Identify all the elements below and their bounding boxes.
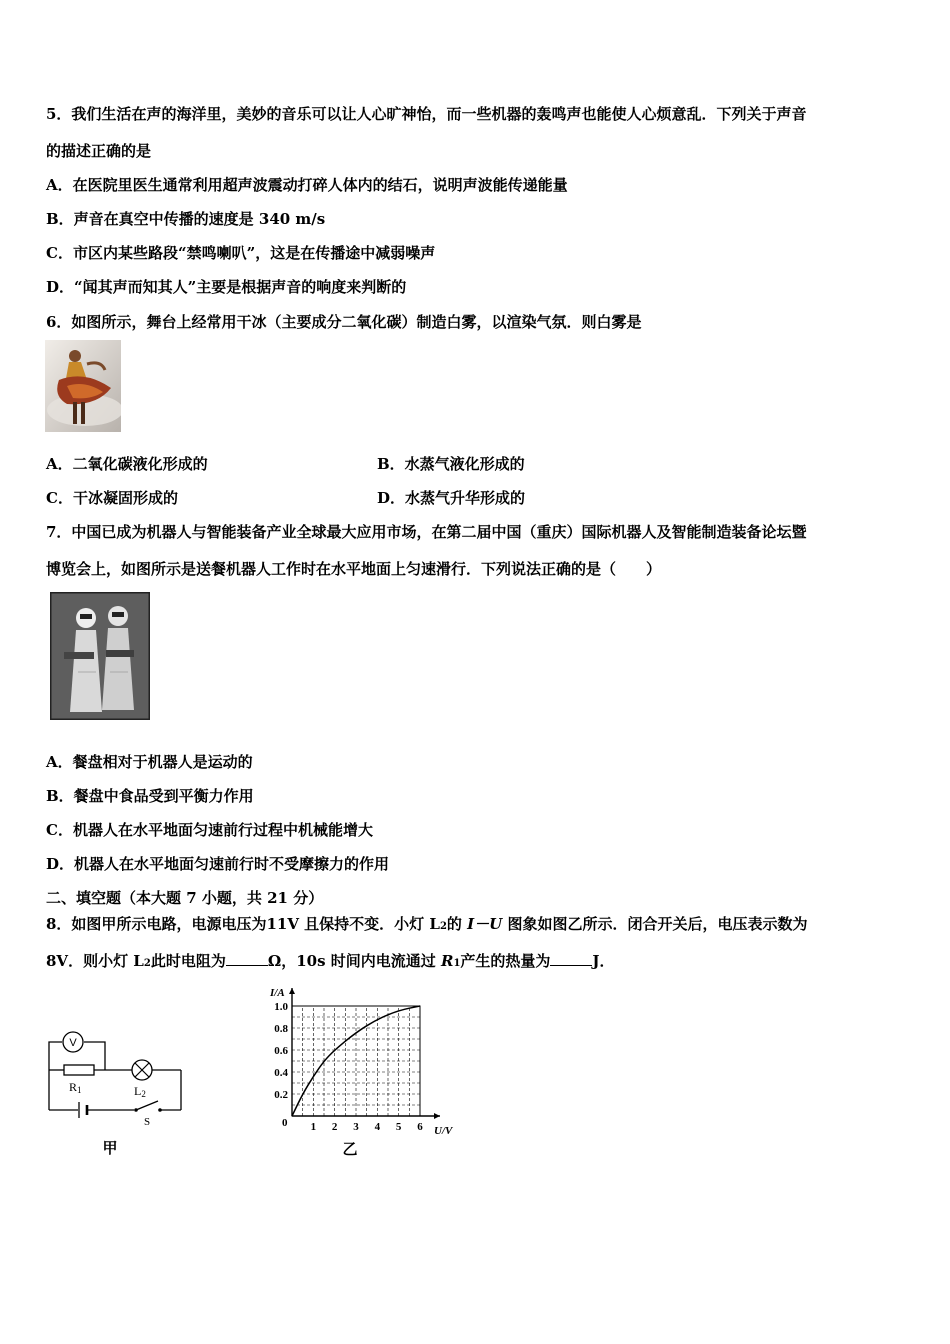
switch-icon <box>134 1101 162 1112</box>
circuit-diagram <box>40 1025 190 1160</box>
q5-option-c[interactable]: C．市区内某些路段“禁鸣喇叭”，这是在传播途中减弱噪声 <box>46 244 436 262</box>
r1-label: R1 <box>69 1080 82 1095</box>
origin-label: 0 <box>282 1117 288 1129</box>
chart-caption: 乙 <box>342 1140 358 1158</box>
section-2-heading: 二、填空题（本大题 7 小题，共 21 分） <box>46 889 324 907</box>
q5-option-b[interactable]: B．声音在真空中传播的速度是 340 m/s <box>46 210 326 228</box>
voltmeter-label: V <box>69 1037 77 1049</box>
q7-option-d[interactable]: D．机器人在水平地面匀速前行时不受摩擦力的作用 <box>46 855 390 873</box>
q5-stem-line2: 的描述正确的是 <box>46 142 152 160</box>
q6-option-d[interactable]: D．水蒸气升华形成的 <box>377 489 526 507</box>
q6-option-b[interactable]: B．水蒸气液化形成的 <box>377 455 525 473</box>
y-axis-arrow-icon <box>289 988 295 994</box>
answer-blank-resistance[interactable] <box>226 951 268 966</box>
l2-label: L2 <box>134 1084 146 1099</box>
x-tick-label: 1 <box>310 1121 317 1133</box>
q5-option-d[interactable]: D．“闻其声而知其人”主要是根据声音的响度来判断的 <box>46 278 407 296</box>
q7-stem-line2: 博览会上，如图所示是送餐机器人工作时在水平地面上匀速滑行．下列说法正确的是（ ） <box>46 560 662 578</box>
resistor-r1-icon <box>64 1065 94 1075</box>
q6-option-c[interactable]: C．干冰凝固形成的 <box>46 489 178 507</box>
stage-fog-photo <box>45 340 121 432</box>
robot-waiter-photo <box>50 592 150 720</box>
y-tick-label: 0.6 <box>274 1045 288 1057</box>
q7-stem-line1: 7．中国已成为机器人与智能装备产业全球最大应用市场，在第二届中国（重庆）国际机器人及智能制造装备论坛暨 <box>46 523 807 541</box>
q7-option-c[interactable]: C．机器人在水平地面匀速前行过程中机械能增大 <box>46 821 373 839</box>
battery-icon <box>79 1102 87 1118</box>
q8-stem-line1: 8．如图甲所示电路，电源电压为11V 且保持不变．小灯 L2的 I－U 图象如图乙所示．闭合开关后，电压表示数为 <box>46 915 808 933</box>
x-axis-arrow-icon <box>434 1113 440 1119</box>
x-tick-label: 6 <box>417 1121 423 1133</box>
y-tick-label: 1.0 <box>274 1001 288 1013</box>
q7-option-b[interactable]: B．餐盘中食品受到平衡力作用 <box>46 787 254 805</box>
switch-label: S <box>144 1116 151 1128</box>
answer-blank-heat[interactable] <box>550 951 592 966</box>
q6-stem: 6．如图所示，舞台上经常用干冰（主要成分二氧化碳）制造白雾，以渲染气氛．则白雾是 <box>46 313 642 331</box>
q5-stem-line1: 5．我们生活在声的海洋里，美妙的音乐可以让人心旷神怡，而一些机器的轰鸣声也能使人心烦意乱．下列关于声音 <box>46 105 807 123</box>
x-axis-label: U/V <box>434 1125 453 1137</box>
x-tick-label: 2 <box>331 1121 338 1133</box>
y-tick-label: 0.2 <box>274 1089 288 1101</box>
x-tick-label: 4 <box>374 1121 381 1133</box>
y-axis-label: I/A <box>270 987 285 999</box>
q7-option-a[interactable]: A．餐盘相对于机器人是运动的 <box>46 753 253 771</box>
q5-option-a[interactable]: A．在医院里医生通常利用超声波震动打碎人体内的结石，说明声波能传递能量 <box>46 176 568 194</box>
q6-option-a[interactable]: A．二氧化碳液化形成的 <box>46 455 208 473</box>
x-tick-label: 3 <box>353 1121 359 1133</box>
q8-stem-line2: 8V．则小灯 L2此时电阻为 Ω，10s 时间内电流通过 R1产生的热量为 J． <box>46 952 615 970</box>
y-tick-label: 0.8 <box>274 1023 288 1035</box>
x-tick-label: 5 <box>395 1121 402 1133</box>
circuit-wire <box>49 1042 62 1070</box>
y-tick-label: 0.4 <box>274 1067 288 1079</box>
circuit-caption: 甲 <box>102 1139 118 1157</box>
iu-chart <box>262 982 467 1160</box>
